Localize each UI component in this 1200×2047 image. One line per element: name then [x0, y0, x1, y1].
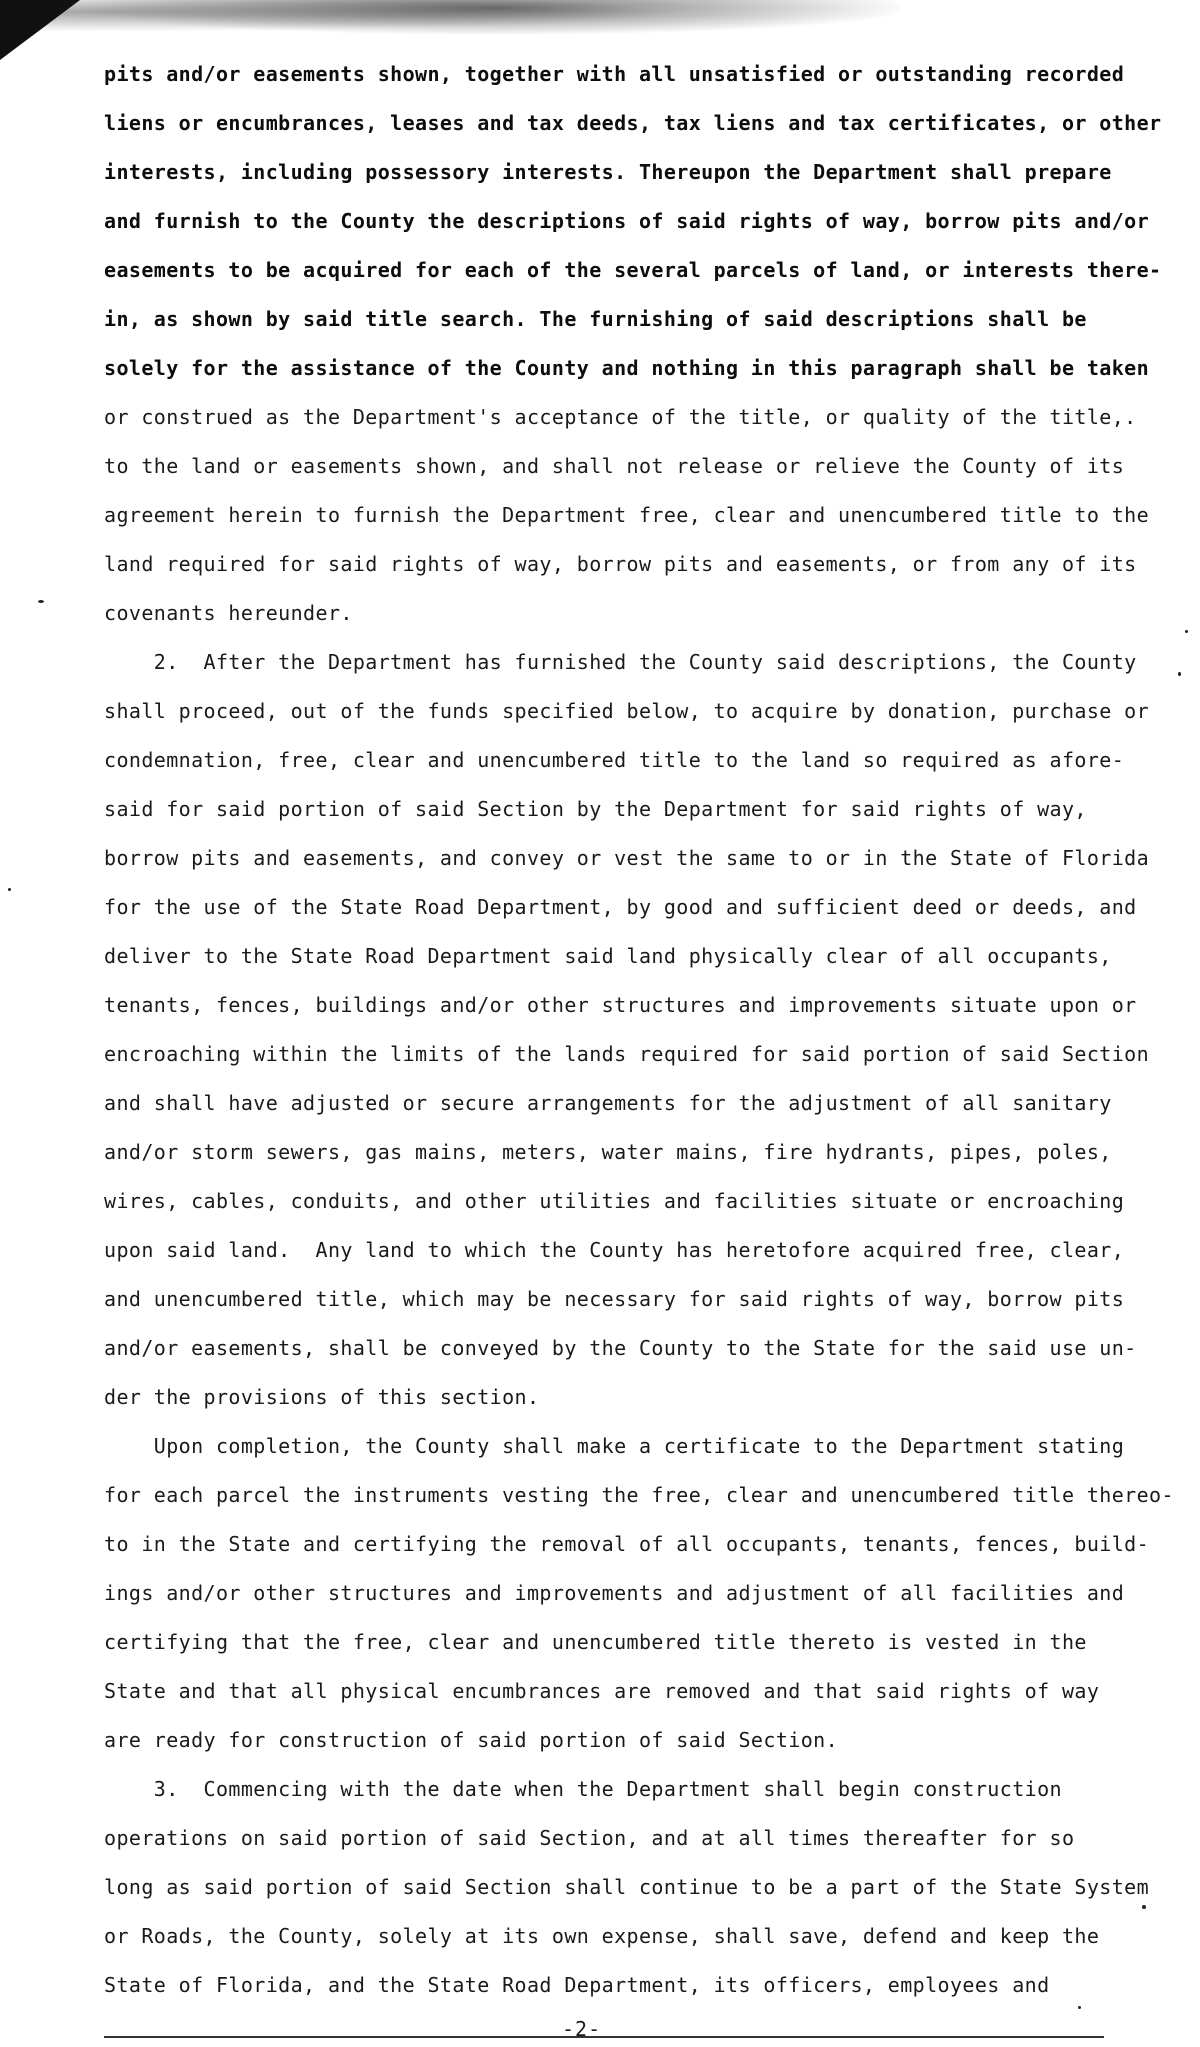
scan-speck — [1185, 630, 1188, 633]
text-line: and/or storm sewers, gas mains, meters, water mains, fire hydrants, pipes, poles, — [104, 1140, 1112, 1164]
text-line: tenants, fences, buildings and/or other structures and improvements situate upon or — [104, 993, 1137, 1017]
text-line: operations on said portion of said Section, and at all times thereafter for so — [104, 1826, 1075, 1850]
scan-smudge — [0, 0, 900, 40]
text-line: in, as shown by said title search. The furnishing of said descriptions shall be — [104, 307, 1087, 331]
text-line: said for said portion of said Section by the Department for said rights of way, — [104, 797, 1087, 821]
text-line: State of Florida, and the State Road Department, its officers, employees and — [104, 1973, 1050, 1997]
text-line: covenants hereunder. — [104, 601, 353, 625]
text-line: and furnish to the County the descriptions of said rights of way, borrow pits and/or — [104, 209, 1150, 233]
text-line: liens or encumbrances, leases and tax deeds, tax liens and tax certificates, or other — [104, 111, 1162, 135]
scan-speck — [1178, 672, 1181, 676]
text-line: upon said land. Any land to which the County has heretofore acquired free, clear, — [104, 1238, 1125, 1262]
text-line: to the land or easements shown, and shall not release or relieve the County of its — [104, 454, 1125, 478]
text-line: are ready for construction of said portion of said Section. — [104, 1728, 839, 1752]
text-line: condemnation, free, clear and unencumbered title to the land so required as afore- — [104, 748, 1125, 772]
text-line: borrow pits and easements, and convey or vest the same to or in the State of Florida — [104, 846, 1150, 870]
text-line: or Roads, the County, solely at its own expense, shall save, defend and keep the — [104, 1924, 1100, 1948]
text-line: for the use of the State Road Department, by good and sufficient deed or deeds, and — [104, 895, 1137, 919]
text-line: and/or easements, shall be conveyed by the County to the State for the said use un- — [104, 1336, 1137, 1360]
text-line: encroaching within the limits of the lands required for said portion of said Section — [104, 1042, 1150, 1066]
text-line: wires, cables, conduits, and other utilities and facilities situate or encroaching — [104, 1189, 1125, 1213]
text-line: easements to be acquired for each of the several parcels of land, or interests there- — [104, 258, 1162, 282]
text-line: and unencumbered title, which may be necessary for said rights of way, borrow pits — [104, 1287, 1125, 1311]
paragraph-2-start: 2. After the Department has furnished the County said descriptions, the County — [104, 650, 1137, 674]
paragraph-3-start: 3. Commencing with the date when the Department shall begin construction — [104, 1777, 1062, 1801]
text-line: ings and/or other structures and improvements and adjustment of all facilities and — [104, 1581, 1125, 1605]
corner-scan-mark — [0, 0, 80, 60]
scan-speck — [38, 600, 44, 603]
page-number: -2- — [562, 2017, 602, 2041]
scan-speck — [1142, 1905, 1146, 1909]
text-line: or construed as the Department's acceptance of the title, or quality of the title,. — [104, 405, 1137, 429]
text-line: der the provisions of this section. — [104, 1385, 540, 1409]
text-line: solely for the assistance of the County and nothing in this paragraph shall be taken — [104, 356, 1150, 380]
text-line: and shall have adjusted or secure arrangements for the adjustment of all sanitary — [104, 1091, 1112, 1115]
text-line: agreement herein to furnish the Department free, clear and unencumbered title to the — [104, 503, 1150, 527]
text-line: shall proceed, out of the funds specified below, to acquire by donation, purchase or — [104, 699, 1150, 723]
text-line: long as said portion of said Section shall continue to be a part of the State System — [104, 1875, 1150, 1899]
text-line: interests, including possessory interests. Thereupon the Department shall prepare — [104, 160, 1112, 184]
text-line: pits and/or easements shown, together with all unsatisfied or outstanding recorded — [104, 62, 1125, 86]
paragraph-upon-completion-start: Upon completion, the County shall make a certificate to the Department stating — [104, 1434, 1125, 1458]
scan-speck — [1078, 2006, 1081, 2009]
text-line: deliver to the State Road Department said land physically clear of all occupants, — [104, 944, 1112, 968]
text-line: certifying that the free, clear and unencumbered title thereto is vested in the — [104, 1630, 1087, 1654]
text-line: for each parcel the instruments vesting the free, clear and unencumbered title thereo- — [104, 1483, 1174, 1507]
text-line: land required for said rights of way, borrow pits and easements, or from any of its — [104, 552, 1137, 576]
text-line: State and that all physical encumbrances are removed and that said rights of way — [104, 1679, 1100, 1703]
text-line: to in the State and certifying the removal of all occupants, tenants, fences, build- — [104, 1532, 1150, 1556]
scan-speck — [8, 888, 11, 891]
bottom-rule — [104, 2036, 1104, 2038]
